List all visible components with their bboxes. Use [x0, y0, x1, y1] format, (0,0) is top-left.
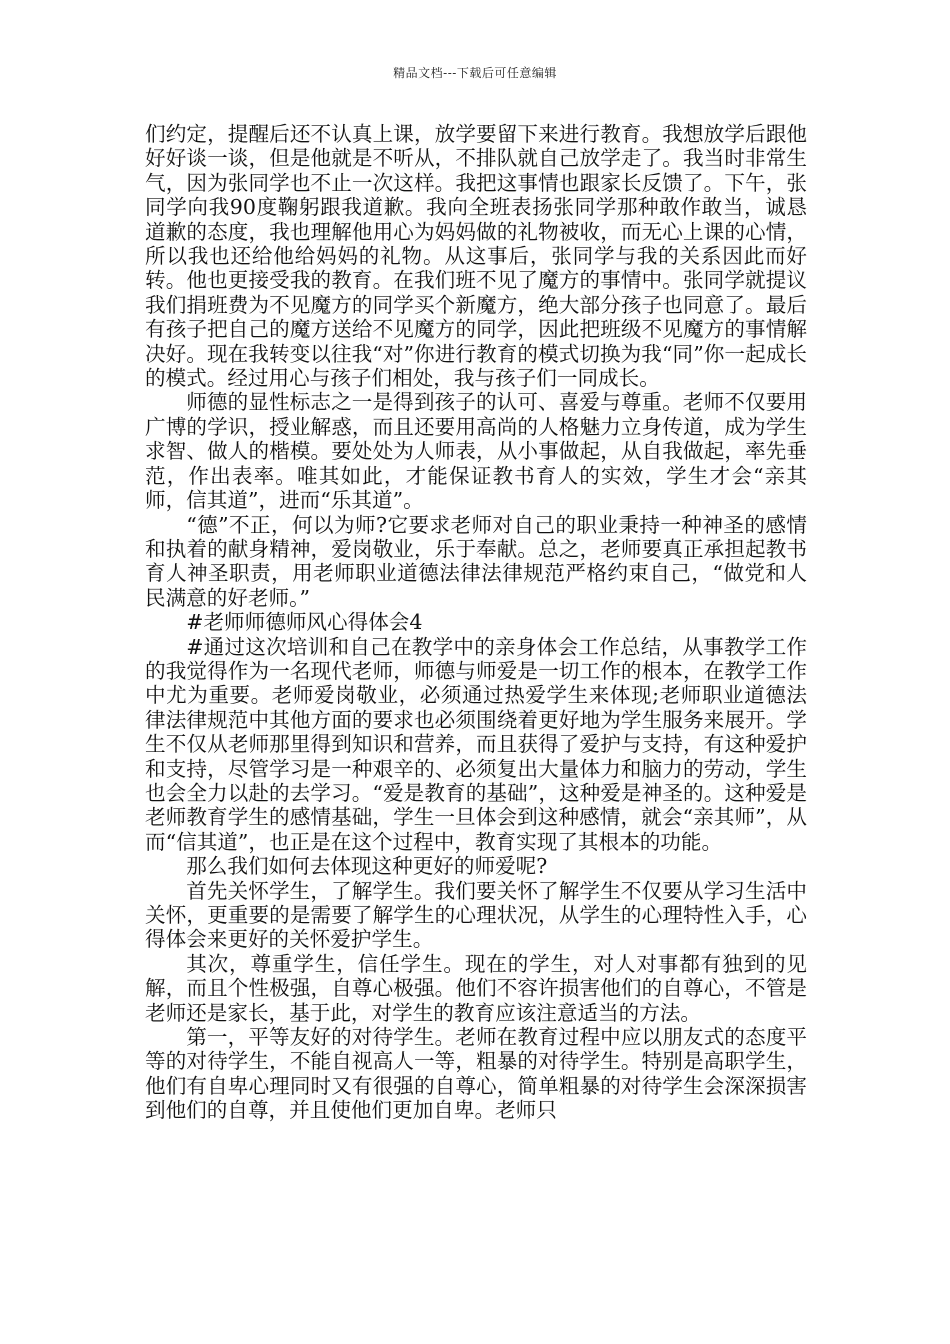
paragraph-4: #通过这次培训和自己在教学中的亲身体会工作总结，从事教学工作的我觉得作为一名现代老师，师德与师爱是一切工作的根本，在教学工作中尤为重要。老师爱岗敬业，必须通过热爱学生来体现;老师职业道德法律法律规范中其他方面的要求也必须围绕着更好地为学生服务来展开。学生不仅从老师那里得到知识和营养，而且获得了爱护与支持，有这种爱护和支持，尽管学习是一种艰辛的、必须复出大量体力和脑力的劳动，学生也会全力以赴的去学习。“爱是教育的基础”，这种爱是神圣的。这种爱是老师教育学生的感情基础，学生一旦体会到这种感情，就会“亲其师”，从而“信其道”，也正是在这个过程中，教育实现了其根本的功能。	[145, 634, 807, 854]
paragraph-3: “德”不正，何以为师?它要求老师对自己的职业秉持一种神圣的感情和执着的献身精神，爱岗敬业，乐于奉献。总之，老师要真正承担起教书育人神圣职责，用老师职业道德法律法律规范严格约束自己，“做党和人民满意的好老师。”	[145, 512, 807, 610]
paragraph-8: 第一，平等友好的对待学生。老师在教育过程中应以朋友式的态度平等的对待学生，不能自视高人一等，粗暴的对待学生。特别是高职学生，他们有自卑心理同时又有很强的自尊心，简单粗暴的对待学生会深深损害到他们的自尊，并且使他们更加自卑。老师只	[145, 1025, 807, 1123]
paragraph-5: 那么我们如何去体现这种更好的师爱呢?	[186, 854, 548, 879]
document-body	[145, 122, 807, 1123]
paragraph-6: 首先关怀学生，了解学生。我们要关怀了解学生不仅要从学习生活中关怀，更重要的是需要了解学生的心理状况，从学生的心理特性入手，心得体会来更好的关怀爱护学生。	[145, 878, 807, 952]
paragraph-7: 其次，尊重学生，信任学生。现在的学生，对人对事都有独到的见解，而且个性极强，自尊心极强。他们不容许损害他们的自尊心，不管是老师还是家长，基于此，对学生的教育应该注意适当的方法。	[145, 951, 807, 1025]
section-heading: #老师师德师风心得体会4	[186, 610, 423, 635]
paragraph-2: 师德的显性标志之一是得到孩子的认可、喜爱与尊重。老师不仅要用广博的学识，授业解惑，而且还要用高尚的人格魅力立身传道，成为学生求智、做人的楷模。要处处为人师表，从小事做起，从自我做起，率先垂范，作出表率。唯其如此，才能保证教书育人的实效，学生才会“亲其师，信其道”，进而“乐其道”。	[145, 390, 807, 513]
paragraph-1: 们约定，提醒后还不认真上课，放学要留下来进行教育。我想放学后跟他好好谈一谈，但是他就是不听从，不排队就自己放学走了。我当时非常生气，因为张同学也不止一次这样。我把这事情也跟家长反馈了。下午，张同学向我90度鞠躬跟我道歉。我向全班表扬张同学那种敢作敢当，诚恳道歉的态度，我也理解他用心为妈妈做的礼物被收，而无心上课的心情，所以我也还给他给妈妈的礼物。从这事后，张同学与我的关系因此而好转。他也更接受我的教育。在我们班不见了魔方的事情中。张同学就提议我们捐班费为不见魔方的同学买个新魔方，绝大部分孩子也同意了。最后有孩子把自己的魔方送给不见魔方的同学，因此把班级不见魔方的事情解决好。现在我转变以往我“对”你进行教育的模式切换为我“同”你一起成长的模式。经过用心与孩子们相处，我与孩子们一同成长。	[145, 122, 807, 391]
page-header: 精品文档---下载后可任意编辑	[393, 66, 557, 80]
